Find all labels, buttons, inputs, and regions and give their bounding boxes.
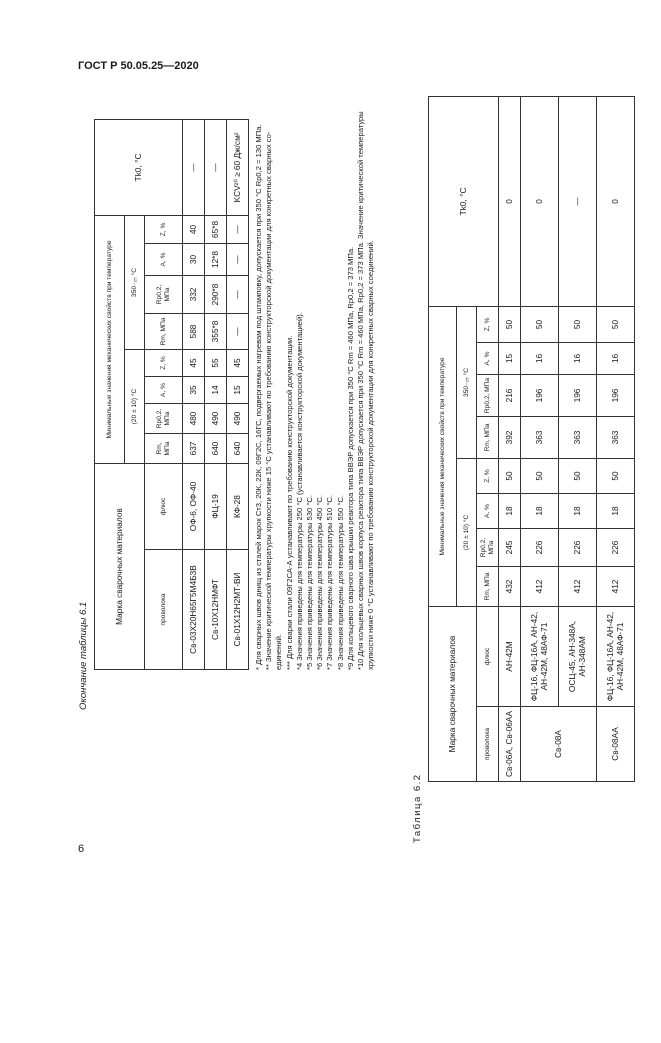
note-line: *4 Значения приведены для температуры 250 °С (устанавливается конструкторской документацией). [294, 312, 304, 670]
cell-rm: 637 [183, 434, 205, 464]
table-6-1-header-z: Z, % [145, 350, 183, 377]
cell-z: 50 [597, 459, 635, 494]
cell-rm-high: 363 [559, 417, 597, 459]
cell-a: 18 [521, 494, 559, 529]
cell-tk: — [205, 119, 227, 215]
cell-tk: — [559, 96, 597, 306]
table-6-1-header-tk: Tk0, °С [95, 119, 183, 215]
cell-a-high: — [227, 244, 249, 276]
table-6-1-caption: Окончание таблицы 6.1 [78, 601, 89, 710]
cell-rm: 412 [521, 567, 559, 607]
table-6-2-caption: Таблица 6.2 [412, 773, 423, 843]
table-6-1-header-a: A, % [145, 377, 183, 404]
cell-z: 45 [183, 350, 205, 377]
table-6-2-header-rm-high: Rm, МПа [477, 417, 499, 459]
cell-flux: АН-42М [499, 607, 521, 707]
table-6-2-header-rp: Rp0,2, МПа [477, 529, 499, 567]
cell-wire: Св-08А [521, 707, 597, 782]
table-row [499, 96, 521, 781]
note-line: *7 Значения приведены для температуры 510 °С. [325, 495, 335, 670]
cell-rp: 226 [559, 529, 597, 567]
cell-a-high: 16 [521, 343, 559, 375]
cell-rm: 640 [205, 434, 227, 464]
cell-z: 45 [227, 350, 249, 377]
cell-tk: KCV²⁰ ≥ 60 Дж/см² [227, 119, 249, 215]
table-6-2 [428, 96, 635, 782]
cell-z: 50 [559, 459, 597, 494]
table-6-2-header-z: Z, % [477, 459, 499, 494]
table-6-1-header-wire: проволока [145, 550, 183, 670]
note-line: *9 Для кольцевого сварного шва крышки реактора типа ВВЭР допускается при 350 °С Rm = 460 МПа, Rp0,2 = 373 МПа. [345, 246, 355, 670]
table-6-2-header-temp-room: (20 ± 10) °С [457, 459, 477, 607]
cell-flux: ОФ-6, ОФ-40 [183, 464, 205, 550]
cell-a-high: 16 [597, 343, 635, 375]
table-row [559, 96, 597, 781]
cell-a-high: 16 [559, 343, 597, 375]
cell-rm: 432 [499, 567, 521, 607]
cell-z-high: 50 [521, 306, 559, 342]
table-row [521, 96, 559, 781]
cell-rm: 412 [559, 567, 597, 607]
cell-z: 55 [205, 350, 227, 377]
cell-wire: Св-08АА [597, 707, 635, 782]
table-6-1-header-materials: Марка сварочных материалов [95, 464, 145, 670]
cell-rp-high: 196 [597, 375, 635, 417]
table-row [227, 119, 249, 669]
cell-a: 18 [597, 494, 635, 529]
cell-wire: Св-01Х12Н2МТ-ВИ [227, 550, 249, 670]
cell-rm-high: 588 [183, 314, 205, 350]
cell-a: 35 [183, 377, 205, 404]
table-6-2-header-z-high: Z, % [477, 306, 499, 342]
note-line: *8 Значения приведены для температуры 550 °С. [335, 495, 345, 670]
cell-rp-high: 290*8 [205, 276, 227, 314]
cell-a: 18 [559, 494, 597, 529]
cell-rm-high: 355*8 [205, 314, 227, 350]
cell-rp: 490 [205, 404, 227, 434]
table-6-2-header-flux: флюс [477, 607, 499, 707]
note-line: *5 Значения приведены для температуры 530 °С. [305, 495, 315, 670]
cell-rp: 480 [183, 404, 205, 434]
cell-a-high: 12*8 [205, 244, 227, 276]
table-row [183, 119, 205, 669]
document-header: ГОСТ Р 50.05.25—2020 [78, 60, 199, 72]
cell-rp-high: 196 [559, 375, 597, 417]
cell-z-high: 50 [559, 306, 597, 342]
cell-tk: 0 [597, 96, 635, 306]
cell-rp-high: 196 [521, 375, 559, 417]
table-6-1-header-temp-high: 350₋₂₅ °С [125, 215, 145, 349]
table-6-1-header-z-high: Z, % [145, 215, 183, 243]
cell-a: 15 [227, 377, 249, 404]
cell-rp-high: 216 [499, 375, 521, 417]
table-6-1-header-props: Минимальные значения механических свойств при температуре [95, 215, 125, 463]
table-6-2-header-tk: Tk0, °С [429, 96, 499, 306]
table-6-2-header-rm: Rm, МПа [477, 567, 499, 607]
cell-z: 50 [521, 459, 559, 494]
table-6-1-header-flux: флюс [145, 464, 183, 550]
cell-wire: Св-03Х20Н65Г5М4Б3В [183, 550, 205, 670]
cell-a: 18 [499, 494, 521, 529]
cell-a-high: 30 [183, 244, 205, 276]
cell-rm: 412 [597, 567, 635, 607]
note-line: единений. [274, 634, 284, 670]
note-line: * Для сварных швов днищ из сталей марок Ст3, 20К, 22К, 09Г2С, 16ГС, подвергаемых нагревам под штамповку, допускается при 350 °С Rp0,2 = 130 МПа. [254, 124, 263, 670]
cell-flux: ФЦ-19 [205, 464, 227, 550]
cell-flux: КФ-28 [227, 464, 249, 550]
table-6-2-block [412, 187, 661, 1043]
table-6-2-header-a: A, % [477, 494, 499, 529]
cell-z-high: 50 [597, 306, 635, 342]
cell-z: 50 [499, 459, 521, 494]
cell-rp-high: — [227, 276, 249, 314]
cell-rp: 226 [597, 529, 635, 567]
cell-z-high: 50 [499, 306, 521, 342]
cell-z-high: 40 [183, 215, 205, 243]
table-6-2-header-wire: проволока [477, 707, 499, 782]
cell-rp: 490 [227, 404, 249, 434]
note-line: ** Значение критической температуры хрупкости ниже 15 °С устанавливают по требованию конструкторской документации для конкретных сварных со- [264, 131, 274, 670]
cell-rm-high: 392 [499, 417, 521, 459]
cell-tk: — [183, 119, 205, 215]
table-6-1 [94, 119, 249, 670]
table-6-2-header-a-high: A, % [477, 343, 499, 375]
note-line: *10 Для кольцевых сварных швов корпуса реактора типа ВВЭР допускается при 350 °С Rm = 460 МПа, Rp0,2 = 373 МПа. Значение критической температуры [356, 111, 366, 670]
cell-z-high: 65*8 [205, 215, 227, 243]
note-line: хрупкости ниже 0 °С устанавливают по требованию конструкторской документации для конкретных сварных соединений. [366, 240, 376, 670]
cell-wire: Св-06А, Св-06АА [499, 707, 521, 782]
table-row [205, 119, 227, 669]
table-6-2-header-materials: Марка сварочных материалов [429, 607, 477, 782]
cell-wire: Св-10Х12НМФТ [205, 550, 227, 670]
cell-flux: ФЦ-16, ФЦ-16А, АН-42, АН-42М, 48АФ-71 [597, 607, 635, 707]
table-6-2-header-temp-high: 350₋₂₅ °С [457, 306, 477, 458]
table-6-1-header-rm: Rm, МПа [145, 434, 183, 464]
cell-rp: 226 [521, 529, 559, 567]
table-row [597, 96, 635, 781]
cell-rp-high: 332 [183, 276, 205, 314]
table-6-2-header-props: Минимальные значения механических свойств при температуре [429, 306, 457, 606]
cell-flux: ОСЦ-45, АН-348А, АН-348АМ [559, 607, 597, 707]
table-6-1-header-rp-high: Rp0,2, МПа [145, 276, 183, 314]
cell-tk: 0 [521, 96, 559, 306]
cell-z-high: — [227, 215, 249, 243]
cell-a: 14 [205, 377, 227, 404]
table-6-1-header-temp-room: (20 ± 10) °С [125, 350, 145, 464]
cell-rp: 245 [499, 529, 521, 567]
cell-tk: 0 [499, 96, 521, 306]
cell-rm-high: — [227, 314, 249, 350]
note-line: *6 Значения приведены для температуры 450 °С. [315, 495, 325, 670]
table-6-1-header-rm-high: Rm, МПа [145, 314, 183, 350]
cell-rm-high: 363 [521, 417, 559, 459]
table-6-1-header-a-high: A, % [145, 244, 183, 276]
cell-a-high: 15 [499, 343, 521, 375]
page-number: 6 [78, 843, 85, 855]
table-6-2-header-rp-high: Rp0,2, МПа [477, 375, 499, 417]
note-line: *** Для сварки стали 09Г2СА-А устанавливают по требованию конструкторской документации. [284, 335, 294, 670]
cell-rm-high: 363 [597, 417, 635, 459]
cell-rm: 640 [227, 434, 249, 464]
table-6-1-notes [254, 111, 376, 670]
cell-flux: ФЦ-16, ФЦ-16А, АН-42, АН-42М, 48АФ-71 [521, 607, 559, 707]
table-6-1-header-rp: Rp0,2, МПа [145, 404, 183, 434]
